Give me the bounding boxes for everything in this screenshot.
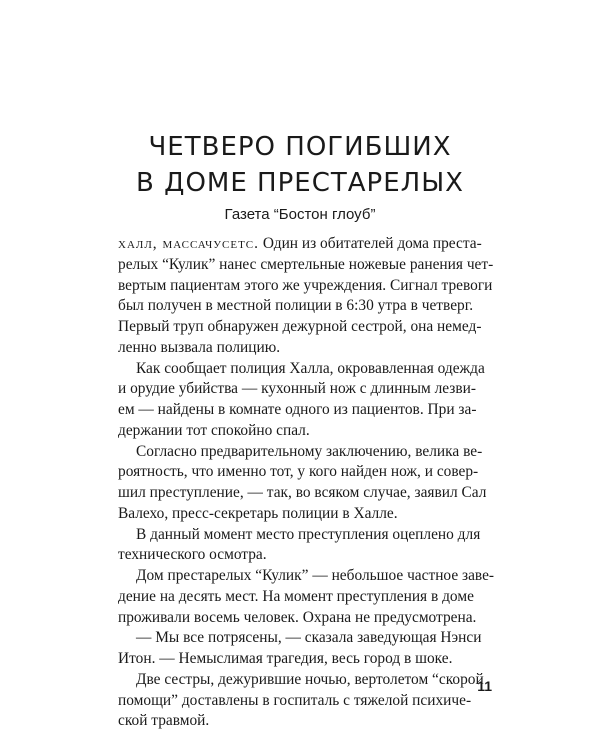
article-line: Дом престарелых “Кулик” — небольшое частное заве- — [136, 567, 495, 584]
headline-line-2: В ДОМЕ ПРЕСТАРЕЛЫХ — [136, 168, 464, 198]
article-line: помощи” доставлены в госпиталь с тяжелой психиче- — [118, 691, 472, 709]
article-line: Итон. — Немыслимая трагедия, весь город в шоке. — [118, 650, 453, 667]
article-line: дение на десять мест. На момент преступления в доме — [118, 587, 474, 605]
dateline: халл, массачусетс. — [118, 235, 259, 252]
page-number: 11 — [477, 678, 492, 694]
article-line: и орудие убийства — кухонный нож с длинным лезви- — [118, 380, 476, 398]
article-line: В данный момент место преступления оцеплено для — [136, 525, 481, 543]
article-line: ем — найдены в комнате одного из пациентов. При за- — [118, 401, 477, 418]
article-line: вертым пациентам этого же учреждения. Сигнал тревоги — [118, 276, 493, 294]
article-line: Как сообщает полиция Халла, окровавленная одежда — [136, 359, 485, 377]
article-line: держании тот спокойно спал. — [118, 421, 310, 439]
article-line: халл, массачусетс. Один из обитателей дома преста- — [118, 235, 482, 252]
article-line: проживали восемь человек. Охрана не предусмотрена. — [118, 608, 477, 626]
article-source: Газета “Бостон глоуб” — [224, 206, 376, 223]
article-line: — Мы все потрясены, — сказала заведующая Нэнси — [136, 629, 482, 647]
article-line: ленно вызвала полицию. — [118, 338, 281, 356]
article-line: Две сестры, дежурившие ночью, вертолетом “скорой — [136, 670, 484, 688]
article-line: Первый труп обнаружен дежурной сестрой, она немед- — [118, 318, 482, 335]
article-line: был получен в местной полиции в 6:30 утра в четверг. — [118, 297, 474, 315]
article-line: Валехо, пресс-секретарь полиции в Халле. — [118, 504, 398, 522]
article-line: роятность, что именно тот, у кого найден нож, и совер- — [118, 463, 479, 481]
article-line: релых “Кулик” нанес смертельные ножевые ранения чет- — [118, 255, 494, 273]
headline-line-1: ЧЕТВЕРО ПОГИБШИХ — [148, 132, 452, 162]
article-line: ской травмой. — [118, 712, 210, 730]
article-line: шил преступление, — так, во всяком случае, заявил Сал — [118, 484, 487, 501]
article-line: Согласно предварительному заключению, велика ве- — [136, 442, 483, 460]
article-line: технического осмотра. — [118, 546, 267, 564]
article-body — [118, 234, 498, 732]
